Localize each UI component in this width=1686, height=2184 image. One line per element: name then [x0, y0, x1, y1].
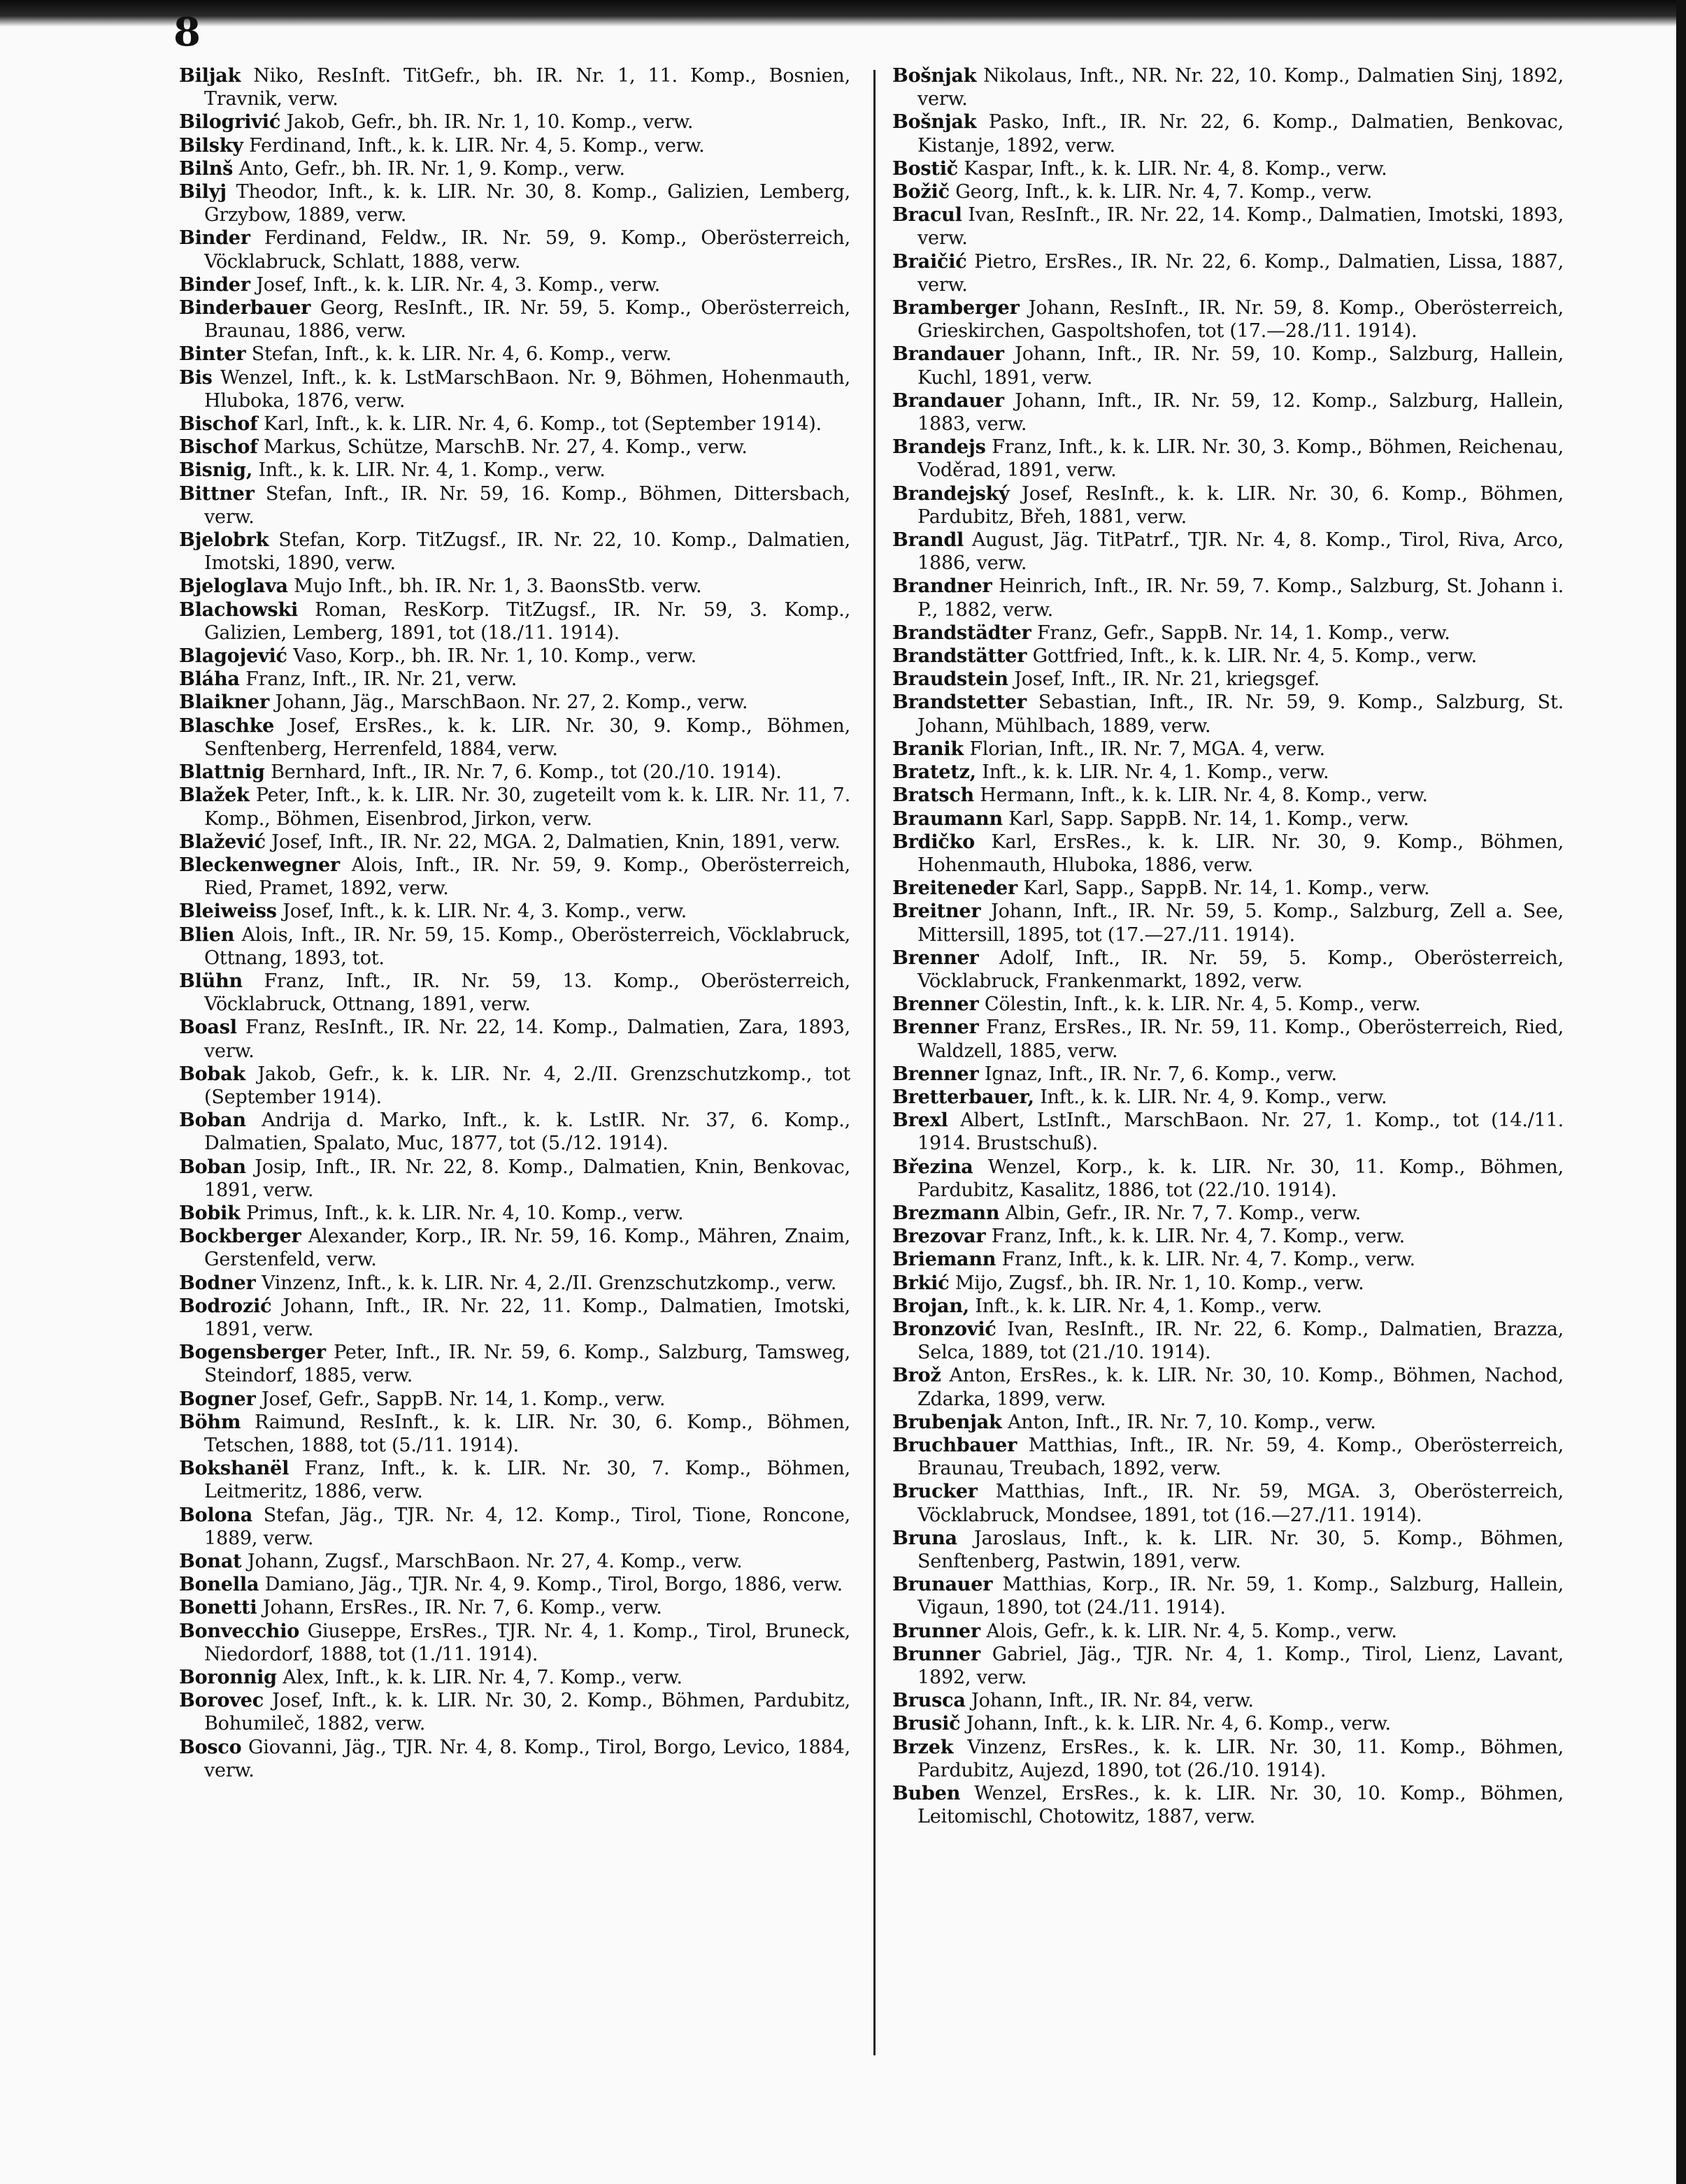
entry-name: Bobik: [179, 1202, 241, 1224]
entry-details: Alois, Inft., IR. Nr. 59, 15. Komp., Oberösterreich, Vöcklabruck, Ottnang, 1893, tot.: [204, 924, 850, 969]
list-item: [179, 436, 850, 459]
entry-details: Markus, Schütze, MarschB. Nr. 27, 4. Komp., verw.: [263, 436, 748, 459]
entry-name: Bis: [179, 366, 213, 389]
list-item: [892, 1063, 1564, 1086]
entry-details: Ivan, ResInft., IR. Nr. 22, 6. Komp., Dalmatien, Brazza, Selca, 1889, tot (21./10. 1914).: [917, 1318, 1564, 1364]
entry-details: Gabriel, Jäg., TJR. Nr. 4, 1. Komp., Tirol, Lienz, Lavant, 1892, verw.: [917, 1643, 1564, 1689]
entry-details: Stefan, Inft., k. k. LIR. Nr. 4, 6. Komp., verw.: [251, 343, 672, 366]
entry-name: Blažević: [179, 831, 266, 853]
entry-details: Franz, Inft., k. k. LIR. Nr. 30, 3. Komp., Böhmen, Reichenau, Voděrad, 1891, verw.: [917, 436, 1564, 482]
list-item: [892, 831, 1564, 877]
entry-name: Brož: [892, 1365, 941, 1387]
entry-details: Mijo, Zugsf., bh. IR. Nr. 1, 10. Komp., verw.: [955, 1272, 1364, 1294]
entry-details: Karl, ErsRes., k. k. LIR. Nr. 30, 9. Komp., Böhmen, Hohenmauth, Hluboka, 1886, verw.: [917, 831, 1564, 876]
list-item: [179, 714, 850, 761]
entry-details: Vaso, Korp., bh. IR. Nr. 1, 10. Komp., verw.: [293, 645, 696, 668]
list-item: [892, 1573, 1564, 1619]
entry-details: Franz, Inft., k. k. LIR. Nr. 4, 7. Komp., verw.: [1001, 1249, 1415, 1271]
entry-name: Brenner: [892, 947, 979, 969]
entry-name: Brenner: [892, 1016, 979, 1039]
entry-details: Anton, ErsRes., k. k. LIR. Nr. 30, 10. Komp., Böhmen, Nachod, Zdarka, 1899, verw.: [917, 1365, 1564, 1410]
entry-details: Peter, Inft., k. k. LIR. Nr. 30, zugeteilt vom k. k. LIR. Nr. 11, 7. Komp., Böhmen, Eisenbrod, Jirkon, verw.: [204, 784, 850, 830]
list-item: [179, 157, 850, 180]
entry-name: Brenner: [892, 993, 979, 1016]
entry-details: Johann, Inft., IR. Nr. 22, 11. Komp., Dalmatien, Imotski, 1891, verw.: [204, 1295, 850, 1340]
list-item: [179, 900, 850, 923]
list-item: [179, 575, 850, 598]
list-item: [892, 436, 1564, 482]
entry-details: Franz, Inft., k. k. LIR. Nr. 30, 7. Komp., Böhmen, Leitmeritz, 1886, verw.: [204, 1458, 850, 1503]
entry-details: Matthias, Inft., IR. Nr. 59, MGA. 3, Oberösterreich, Vöcklabruck, Mondsee, 1891, tot (16.—27./11. 1914).: [917, 1481, 1564, 1526]
list-item: [892, 645, 1564, 668]
list-item: [179, 1504, 850, 1550]
list-item: [892, 1782, 1564, 1828]
entry-details: August, Jäg. TitPatrf., TJR. Nr. 4, 8. Komp., Tirol, Riva, Arco, 1886, verw.: [917, 529, 1564, 575]
entry-details: Wenzel, Korp., k. k. LIR. Nr. 30, 11. Komp., Böhmen, Pardubitz, Kasalitz, 1886, tot (22./10. 1914).: [917, 1156, 1564, 1201]
list-item: [892, 1272, 1564, 1295]
entry-name: Bošnjak: [892, 111, 977, 134]
entry-name: Bokshanël: [179, 1458, 290, 1480]
list-item: [892, 1295, 1564, 1318]
entry-name: Blaikner: [179, 691, 269, 714]
list-item: [179, 1736, 850, 1782]
list-item: [179, 1016, 850, 1062]
entry-name: Brezovar: [892, 1226, 986, 1248]
entry-details: Wenzel, Inft., k. k. LstMarschBaon. Nr. 9, Böhmen, Hohenmauth, Hluboka, 1876, verw.: [204, 366, 850, 412]
list-item: [892, 296, 1564, 343]
entry-details: Franz, Inft., k. k. LIR. Nr. 4, 7. Komp., verw.: [991, 1226, 1406, 1248]
list-item: [179, 668, 850, 691]
entry-details: Jakob, Gefr., bh. IR. Nr. 1, 10. Komp., verw.: [286, 111, 694, 134]
list-item: [179, 784, 850, 830]
entry-name: Brubenjak: [892, 1411, 1002, 1433]
entry-name: Brzek: [892, 1736, 954, 1758]
list-item: [892, 784, 1564, 807]
entry-details: Johann, Inft., IR. Nr. 84, verw.: [971, 1690, 1254, 1712]
entry-name: Brusič: [892, 1713, 961, 1735]
column-divider: [873, 70, 876, 2055]
entry-details: Johann, Inft., k. k. LIR. Nr. 4, 6. Komp., verw.: [966, 1713, 1391, 1735]
entry-details: Jakob, Gefr., k. k. LIR. Nr. 4, 2./II. Grenzschutzkomp., tot (September 1914).: [204, 1063, 851, 1108]
entry-name: Braudstein: [892, 668, 1008, 691]
list-item: [892, 64, 1564, 110]
list-item: [179, 1689, 850, 1735]
entry-name: Breiteneder: [892, 877, 1018, 900]
entry-details: Georg, ResInft., IR. Nr. 59, 5. Komp., Oberösterreich, Braunau, 1886, verw.: [204, 297, 850, 343]
entry-details: Heinrich, Inft., IR. Nr. 59, 7. Komp., Salzburg, St. Johann i. P., 1882, verw.: [917, 575, 1564, 621]
list-item: [892, 482, 1564, 529]
entry-name: Bogner: [179, 1388, 256, 1410]
list-item: [179, 598, 850, 645]
entry-name: Blien: [179, 924, 235, 946]
list-item: [892, 1712, 1564, 1735]
list-item: [179, 1457, 850, 1503]
entry-details: Franz, Gefr., SappB. Nr. 14, 1. Komp., verw.: [1036, 622, 1450, 644]
entry-name: Bilogrivić: [179, 111, 281, 134]
list-item: [892, 575, 1564, 621]
entry-details: Damiano, Jäg., TJR. Nr. 4, 9. Komp., Tirol, Borgo, 1886, verw.: [264, 1574, 843, 1596]
entry-name: Braičić: [892, 250, 967, 273]
scan-right-edge: [1676, 0, 1686, 2184]
entry-details: Ignaz, Inft., IR. Nr. 7, 6. Komp., verw.: [984, 1063, 1337, 1085]
entry-name: Blagojević: [179, 645, 287, 668]
entry-name: Binter: [179, 343, 246, 366]
list-item: [179, 691, 850, 714]
entry-name: Bretterbauer,: [892, 1086, 1034, 1108]
entry-details: Giovanni, Jäg., TJR. Nr. 4, 8. Komp., Tirol, Borgo, Levico, 1884, verw.: [204, 1736, 850, 1781]
entry-name: Brandstädter: [892, 622, 1031, 644]
list-item: [179, 459, 850, 482]
list-item: [179, 761, 850, 784]
list-item: [179, 134, 850, 157]
entry-details: Jaroslaus, Inft., k. k. LIR. Nr. 30, 5. Komp., Böhmen, Senftenberg, Pastwin, 1891, verw.: [917, 1527, 1564, 1572]
entry-name: Bisnig,: [179, 459, 253, 482]
list-item: [892, 1318, 1564, 1364]
list-item: [892, 1225, 1564, 1248]
entry-details: Primus, Inft., k. k. LIR. Nr. 4, 10. Komp., verw.: [246, 1202, 684, 1224]
list-item: [892, 203, 1564, 250]
entry-details: Roman, ResKorp. TitZugsf., IR. Nr. 59, 3. Komp., Galizien, Lemberg, 1891, tot (18./11. 1914).: [204, 598, 850, 644]
entry-details: Raimund, ResInft., k. k. LIR. Nr. 30, 6. Komp., Böhmen, Tetschen, 1888, tot (5./11. 1914).: [204, 1411, 850, 1456]
list-item: [179, 64, 850, 110]
entry-details: Josef, Gefr., SappB. Nr. 14, 1. Komp., verw.: [261, 1388, 666, 1410]
list-item: [179, 343, 850, 366]
list-item: [892, 900, 1564, 946]
entry-name: Briemann: [892, 1249, 996, 1271]
list-item: [892, 1736, 1564, 1782]
entry-name: Brandauer: [892, 389, 1004, 412]
entry-name: Bláha: [179, 668, 240, 691]
entry-name: Bolona: [179, 1504, 253, 1526]
entry-name: Brandejský: [892, 482, 1010, 505]
list-item: [892, 1109, 1564, 1155]
list-item: [892, 1411, 1564, 1434]
entry-details: Andrija d. Marko, Inft., k. k. LstIR. Nr. 37, 6. Komp., Dalmatien, Spalato, Muc, 1877, tot (5./12. 1914).: [204, 1109, 850, 1155]
list-item: [892, 343, 1564, 389]
entry-details: Peter, Inft., IR. Nr. 59, 6. Komp., Salzburg, Tamsweg, Steindorf, 1885, verw.: [204, 1342, 850, 1387]
entry-name: Brunner: [892, 1643, 980, 1665]
entry-name: Biljak: [179, 65, 241, 87]
entry-details: Josip, Inft., IR. Nr. 22, 8. Komp., Dalmatien, Knin, Benkovac, 1891, verw.: [204, 1156, 850, 1201]
entry-details: Stefan, Jäg., TJR. Nr. 4, 12. Komp., Tirol, Tione, Roncone, 1889, verw.: [204, 1504, 850, 1549]
list-item: [892, 668, 1564, 691]
entry-name: Bruchbauer: [892, 1434, 1017, 1456]
entry-name: Bonvecchio: [179, 1620, 300, 1642]
list-item: [892, 1086, 1564, 1109]
list-item: [179, 529, 850, 575]
scan-top-edge: [0, 0, 1686, 27]
list-item: [179, 831, 850, 854]
entry-name: Binder: [179, 273, 250, 296]
entry-details: Inft., k. k. LIR. Nr. 4, 1. Komp., verw.: [975, 1295, 1322, 1317]
entry-name: Brandstetter: [892, 691, 1027, 714]
entry-name: Bjelobrk: [179, 529, 269, 552]
entry-name: Bracul: [892, 204, 962, 227]
list-item: [179, 412, 850, 436]
list-item: [892, 250, 1564, 296]
entry-name: Blaschke: [179, 714, 275, 737]
list-item: [179, 273, 850, 296]
list-item: [179, 1202, 850, 1225]
list-item: [179, 1295, 850, 1341]
list-item: [892, 761, 1564, 784]
entry-name: Bjeloglava: [179, 575, 288, 598]
list-item: [892, 1016, 1564, 1062]
list-item: [892, 529, 1564, 575]
entry-name: Bockberger: [179, 1226, 301, 1248]
entry-details: Karl, Inft., k. k. LIR. Nr. 4, 6. Komp., tot (September 1914).: [263, 413, 822, 436]
entry-details: Cölestin, Inft., k. k. LIR. Nr. 4, 5. Komp., verw.: [984, 993, 1421, 1016]
entry-name: Bilyj: [179, 181, 227, 203]
list-item: [179, 645, 850, 668]
list-item: [179, 854, 850, 900]
entry-name: Brucker: [892, 1481, 978, 1503]
entry-name: Bramberger: [892, 297, 1020, 319]
entry-details: Johann, ResInft., IR. Nr. 59, 8. Komp., Oberösterreich, Grieskirchen, Gaspoltshofen, tot (17.—28./11. 1914).: [917, 297, 1564, 343]
entry-name: Brandejs: [892, 436, 986, 459]
entry-name: Brandstätter: [892, 645, 1027, 668]
entry-name: Bodrozić: [179, 1295, 272, 1317]
entry-details: Johann, Jäg., MarschBaon. Nr. 27, 2. Komp., verw.: [275, 691, 748, 714]
entry-name: Boban: [179, 1156, 246, 1178]
entry-name: Bošnjak: [892, 65, 977, 87]
list-item: [179, 1550, 850, 1573]
entry-name: Bodner: [179, 1272, 256, 1294]
entry-details: Josef, Inft., k. k. LIR. Nr. 30, 2. Komp., Böhmen, Pardubitz, Bohumileč, 1882, verw.: [204, 1690, 850, 1735]
entry-details: Giuseppe, ErsRes., TJR. Nr. 4, 1. Komp., Tirol, Bruneck, Niedordorf, 1888, tot (1./11. 1914).: [204, 1620, 851, 1665]
list-item: [179, 1596, 850, 1619]
entry-name: Boban: [179, 1109, 246, 1132]
entry-details: Ferdinand, Feldw., IR. Nr. 59, 9. Komp., Oberösterreich, Vöcklabruck, Schlatt, 1888, verw.: [204, 227, 850, 273]
entry-details: Ferdinand, Inft., k. k. LIR. Nr. 4, 5. Komp., verw.: [249, 134, 705, 157]
entry-details: Niko, ResInft. TitGefr., bh. IR. Nr. 1, 11. Komp., Bosnien, Travnik, verw.: [204, 65, 851, 110]
list-item: [892, 389, 1564, 436]
entry-details: Gottfried, Inft., k. k. LIR. Nr. 4, 5. Komp., verw.: [1032, 645, 1478, 668]
list-item: [892, 1248, 1564, 1271]
entry-details: Karl, Sapp., SappB. Nr. 14, 1. Komp., verw.: [1023, 877, 1430, 900]
entry-name: Boronnig: [179, 1667, 277, 1689]
list-item: [179, 1156, 850, 1202]
entry-name: Blattnig: [179, 761, 265, 784]
entry-details: Florian, Inft., IR. Nr. 7, MGA. 4, verw.: [969, 738, 1325, 760]
list-item: [179, 1620, 850, 1666]
entry-name: Bostič: [892, 157, 958, 180]
list-item: [892, 691, 1564, 737]
list-item: [892, 1364, 1564, 1410]
entry-name: Březina: [892, 1156, 973, 1178]
entry-details: Josef, Inft., k. k. LIR. Nr. 4, 3. Komp., verw.: [256, 273, 661, 296]
entry-details: Josef, ErsRes., k. k. LIR. Nr. 30, 9. Komp., Böhmen, Senftenberg, Herrenfeld, 1884, verw.: [204, 714, 851, 760]
entry-name: Brandl: [892, 529, 964, 552]
list-item: [179, 1666, 850, 1689]
entry-name: Buben: [892, 1783, 961, 1805]
list-item: [179, 1573, 850, 1596]
entry-name: Brunauer: [892, 1574, 993, 1596]
list-item: [179, 1225, 850, 1271]
entry-name: Boasl: [179, 1016, 237, 1039]
entry-details: Inft., k. k. LIR. Nr. 4, 1. Komp., verw.: [982, 761, 1329, 784]
entry-name: Bratetz,: [892, 761, 976, 784]
entry-details: Vinzenz, ErsRes., k. k. LIR. Nr. 30, 11. Komp., Böhmen, Pardubitz, Aujezd, 1890, tot (26./10. 1914).: [917, 1736, 1564, 1781]
list-item: [179, 366, 850, 412]
entry-name: Böhm: [179, 1411, 241, 1433]
entry-details: Inft., k. k. LIR. Nr. 4, 9. Komp., verw.: [1040, 1086, 1387, 1108]
entry-name: Brandner: [892, 575, 992, 598]
entry-name: Bilnš: [179, 157, 234, 180]
entry-name: Bilsky: [179, 134, 243, 157]
list-item: [179, 180, 850, 227]
entry-name: Breitner: [892, 900, 981, 923]
page-number: 8: [173, 9, 201, 55]
list-item: [179, 1063, 850, 1109]
entry-details: Albin, Gefr., IR. Nr. 7, 7. Komp., verw.: [1005, 1202, 1362, 1224]
entry-name: Bischof: [179, 413, 258, 436]
entry-name: Bonetti: [179, 1597, 257, 1619]
entry-details: Josef, Inft., IR. Nr. 22, MGA. 2, Dalmatien, Knin, 1891, verw.: [271, 831, 841, 853]
entry-details: Matthias, Inft., IR. Nr. 59, 4. Komp., Oberösterreich, Braunau, Treubach, 1892, verw.: [917, 1434, 1564, 1480]
entry-name: Bittner: [179, 482, 255, 505]
entry-name: Bronzović: [892, 1318, 996, 1340]
list-item: [892, 738, 1564, 761]
entry-details: Johann, ErsRes., IR. Nr. 7, 6. Komp., verw.: [262, 1597, 662, 1619]
entry-name: Bratsch: [892, 784, 974, 807]
entry-details: Alois, Inft., IR. Nr. 59, 9. Komp., Oberösterreich, Ried, Pramet, 1892, verw.: [204, 854, 850, 900]
entry-name: Brkić: [892, 1272, 950, 1294]
entry-name: Brunner: [892, 1620, 980, 1642]
list-item: [892, 1202, 1564, 1225]
list-item: [892, 993, 1564, 1016]
list-item: [179, 1388, 850, 1411]
entry-details: Franz, ResInft., IR. Nr. 22, 14. Komp., Dalmatien, Zara, 1893, verw.: [204, 1016, 850, 1062]
entry-details: Kaspar, Inft., k. k. LIR. Nr. 4, 8. Komp., verw.: [964, 157, 1387, 180]
entry-name: Brexl: [892, 1109, 948, 1132]
entry-name: Brandauer: [892, 343, 1004, 366]
entry-details: Johann, Inft., IR. Nr. 59, 10. Komp., Salzburg, Hallein, Kuchl, 1891, verw.: [917, 343, 1564, 389]
list-item: [179, 1109, 850, 1155]
list-item: [179, 296, 850, 343]
entry-details: Alexander, Korp., IR. Nr. 59, 16. Komp., Mähren, Znaim, Gerstenfeld, verw.: [204, 1226, 850, 1271]
entry-details: Josef, ResInft., k. k. LIR. Nr. 30, 6. Komp., Böhmen, Pardubitz, Břeh, 1881, verw.: [917, 482, 1564, 528]
entry-details: Josef, Inft., k. k. LIR. Nr. 4, 3. Komp., verw.: [283, 900, 687, 923]
entry-details: Johann, Inft., IR. Nr. 59, 5. Komp., Salzburg, Zell a. See, Mittersill, 1895, tot (17.—27./11. 1914).: [917, 900, 1564, 946]
list-item: [179, 1272, 850, 1295]
list-item: [892, 1643, 1564, 1689]
entry-name: Blachowski: [179, 598, 299, 621]
entry-details: Theodor, Inft., k. k. LIR. Nr. 30, 8. Komp., Galizien, Lemberg, Grzybow, 1889, verw.: [204, 181, 850, 227]
list-item: [892, 1434, 1564, 1480]
entry-details: Franz, Inft., IR. Nr. 59, 13. Komp., Oberösterreich, Vöcklabruck, Ottnang, 1891, verw.: [204, 970, 851, 1016]
entry-name: Brezmann: [892, 1202, 1000, 1224]
entry-details: Bernhard, Inft., IR. Nr. 7, 6. Komp., tot (20./10. 1914).: [271, 761, 782, 784]
entry-details: Wenzel, ErsRes., k. k. LIR. Nr. 30, 10. Komp., Böhmen, Leitomischl, Chotowitz, 1887, verw.: [917, 1783, 1564, 1828]
entry-details: Georg, Inft., k. k. LIR. Nr. 4, 7. Komp., verw.: [955, 181, 1373, 203]
entry-name: Brojan,: [892, 1295, 969, 1317]
entry-details: Josef, Inft., IR. Nr. 21, kriegsgef.: [1014, 668, 1320, 691]
entry-details: Albert, LstInft., MarschBaon. Nr. 27, 1. Komp., tot (14./11. 1914. Brustschuß).: [917, 1109, 1564, 1155]
list-item: [892, 807, 1564, 831]
entry-details: Pietro, ErsRes., IR. Nr. 22, 6. Komp., Dalmatien, Lissa, 1887, verw.: [917, 250, 1564, 296]
entry-name: Borovec: [179, 1690, 264, 1712]
entry-name: Brenner: [892, 1063, 979, 1085]
entry-name: Bleiweiss: [179, 900, 277, 923]
entry-details: Mujo Inft., bh. IR. Nr. 1, 3. BaonsStb. verw.: [294, 575, 702, 598]
list-item: [892, 622, 1564, 645]
list-item: [892, 1620, 1564, 1643]
entry-name: Bonat: [179, 1551, 242, 1572]
list-item: [179, 110, 850, 134]
entry-details: Anton, Inft., IR. Nr. 7, 10. Komp., verw.: [1007, 1411, 1376, 1433]
right-column: [892, 64, 1564, 1828]
list-item: [179, 924, 850, 970]
entry-details: Franz, Inft., IR. Nr. 21, verw.: [245, 668, 517, 691]
entry-details: Franz, ErsRes., IR. Nr. 59, 11. Komp., Oberösterreich, Ried, Waldzell, 1885, verw.: [917, 1016, 1564, 1062]
entry-details: Stefan, Inft., IR. Nr. 59, 16. Komp., Böhmen, Dittersbach, verw.: [204, 482, 850, 528]
entry-name: Branik: [892, 738, 964, 760]
list-item: [892, 1156, 1564, 1202]
entry-details: Pasko, Inft., IR. Nr. 22, 6. Komp., Dalmatien, Benkovac, Kistanje, 1892, verw.: [917, 111, 1564, 157]
entry-name: Bogensberger: [179, 1342, 326, 1364]
entry-name: Bischof: [179, 436, 258, 459]
entry-details: Sebastian, Inft., IR. Nr. 59, 9. Komp., Salzburg, St. Johann, Mühlbach, 1889, verw.: [917, 691, 1564, 737]
list-item: [892, 180, 1564, 203]
entry-details: Inft., k. k. LIR. Nr. 4, 1. Komp., verw.: [258, 459, 606, 482]
entry-name: Bosco: [179, 1736, 242, 1758]
entry-details: Alex, Inft., k. k. LIR. Nr. 4, 7. Komp., verw.: [283, 1667, 683, 1689]
list-item: [179, 227, 850, 273]
entry-details: Nikolaus, Inft., NR. Nr. 22, 10. Komp., Dalmatien Sinj, 1892, verw.: [917, 65, 1564, 110]
entry-details: Johann, Zugsf., MarschBaon. Nr. 27, 4. Komp., verw.: [247, 1551, 743, 1572]
list-item: [892, 947, 1564, 993]
list-item: [892, 877, 1564, 900]
entry-name: Blažek: [179, 784, 250, 807]
list-item: [892, 1480, 1564, 1526]
list-item: [892, 157, 1564, 180]
entry-name: Bobak: [179, 1063, 245, 1085]
entry-name: Binderbauer: [179, 297, 311, 319]
list-item: [892, 1689, 1564, 1712]
list-item: [179, 482, 850, 529]
entry-name: Brusca: [892, 1690, 966, 1712]
entry-name: Bonella: [179, 1574, 259, 1596]
list-item: [179, 1341, 850, 1387]
entry-details: Adolf, Inft., IR. Nr. 59, 5. Komp., Oberösterreich, Vöcklabruck, Frankenmarkt, 1892, verw.: [917, 947, 1564, 992]
entry-details: Hermann, Inft., k. k. LIR. Nr. 4, 8. Komp., verw.: [980, 784, 1428, 807]
entry-name: Bleckenwegner: [179, 854, 340, 876]
list-item: [892, 1527, 1564, 1573]
entry-name: Binder: [179, 227, 250, 250]
list-item: [179, 970, 850, 1016]
entry-details: Johann, Inft., IR. Nr. 59, 12. Komp., Salzburg, Hallein, 1883, verw.: [917, 389, 1564, 436]
entry-details: Ivan, ResInft., IR. Nr. 22, 14. Komp., Dalmatien, Imotski, 1893, verw.: [917, 204, 1564, 250]
entry-name: Blühn: [179, 970, 243, 992]
entry-name: Bruna: [892, 1527, 957, 1549]
entry-details: Alois, Gefr., k. k. LIR. Nr. 4, 5. Komp., verw.: [986, 1620, 1397, 1642]
entry-name: Brdičko: [892, 831, 975, 853]
entry-name: Braumann: [892, 807, 1003, 830]
entry-details: Stefan, Korp. TitZugsf., IR. Nr. 22, 10. Komp., Dalmatien, Imotski, 1890, verw.: [204, 529, 850, 575]
entry-details: Karl, Sapp. SappB. Nr. 14, 1. Komp., verw.: [1008, 807, 1409, 830]
entry-details: Vinzenz, Inft., k. k. LIR. Nr. 4, 2./II. Grenzschutzkomp., verw.: [261, 1272, 837, 1294]
entry-name: Božič: [892, 181, 950, 203]
left-column: [179, 64, 850, 1782]
list-item: [179, 1411, 850, 1457]
entry-details: Matthias, Korp., IR. Nr. 59, 1. Komp., Salzburg, Hallein, Vigaun, 1890, tot (24./11. 1914).: [917, 1574, 1564, 1619]
list-item: [892, 110, 1564, 157]
entry-details: Anto, Gefr., bh. IR. Nr. 1, 9. Komp., verw.: [238, 157, 625, 180]
